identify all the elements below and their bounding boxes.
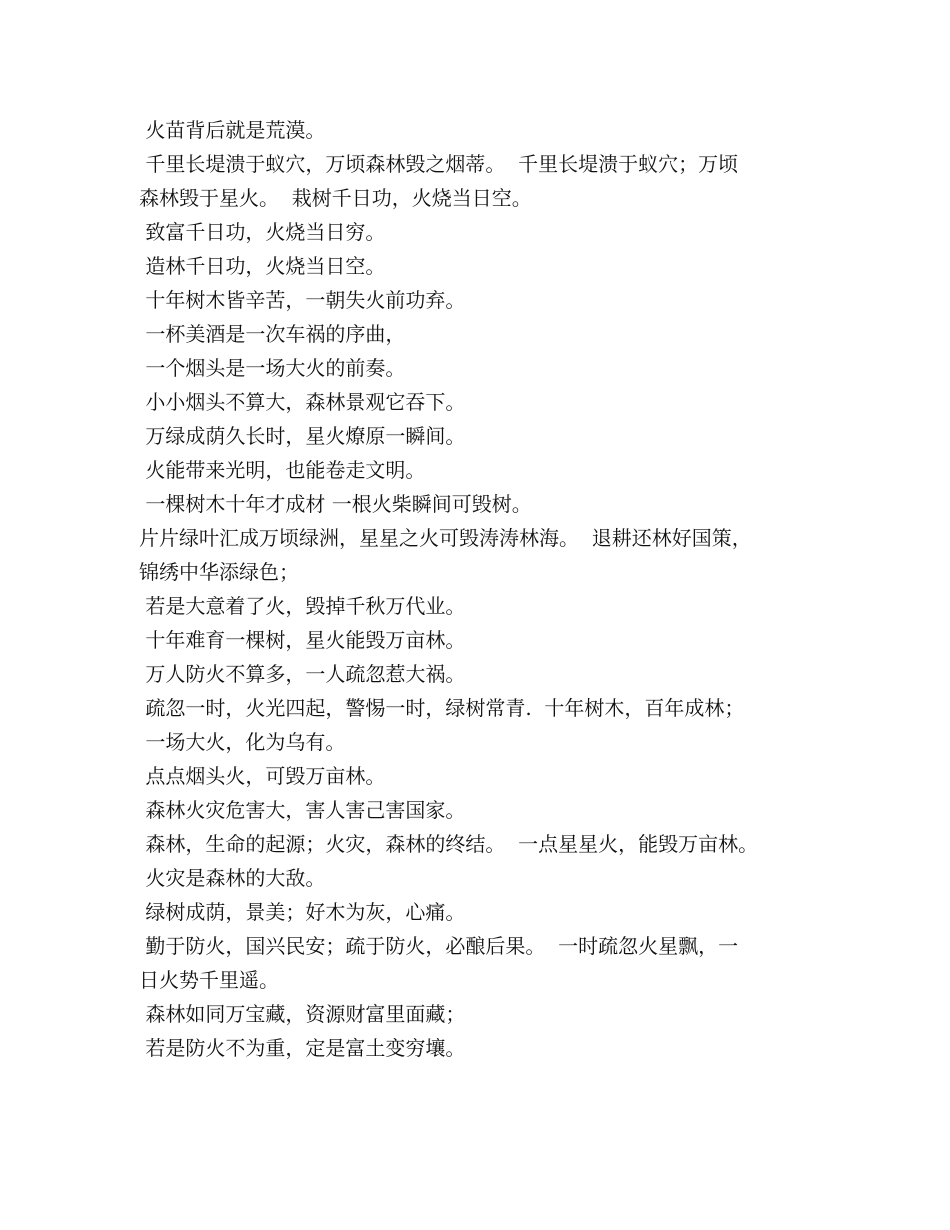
text-line: 火灾是森林的大敌。: [139, 866, 326, 890]
text-line: 万绿成荫久长时，星火燎原一瞬间。: [139, 424, 466, 448]
text-line: 锦绣中华添绿色；: [139, 560, 299, 584]
text-line: 十年树木皆辛苦，一朝失火前功弃。: [139, 288, 466, 312]
text-line: 日火势千里遥。: [139, 968, 279, 992]
text-line: 森林如同万宝藏，资源财富里面藏；: [139, 1002, 466, 1026]
document-body: [139, 113, 819, 1065]
text-line: 若是大意着了火，毁掉千秋万代业。: [139, 594, 466, 618]
text-line: 火苗背后就是荒漠。: [139, 118, 326, 142]
text-line: 一棵树木十年才成材 一根火柴瞬间可毁树。: [139, 492, 532, 516]
text-line: 致富千日功，火烧当日穷。: [139, 220, 386, 244]
text-line: 火能带来光明，也能卷走文明。: [139, 458, 426, 482]
text-line: 点点烟头火，可毁万亩林。: [139, 764, 386, 788]
text-line: 千里长堤溃于蚁穴，万顷森林毁之烟蒂。 千里长堤溃于蚁穴；万顷: [139, 152, 739, 176]
text-line: 一杯美酒是一次车祸的序曲，: [139, 322, 406, 346]
text-line: 勤于防火，国兴民安；疏于防火，必酿后果。 一时疏忽火星飘，一: [139, 934, 739, 958]
text-line: 万人防火不算多，一人疏忽惹大祸。: [139, 662, 466, 686]
text-line: 小小烟头不算大，森林景观它吞下。: [139, 390, 466, 414]
text-line: 森林毁于星火。 栽树千日功，火烧当日空。: [139, 186, 532, 210]
text-line: 疏忽一时，火光四起，警惕一时，绿树常青. 十年树木，百年成林；: [139, 696, 745, 720]
text-line: 森林，生命的起源；火灾，森林的终结。 一点星星火，能毁万亩林。: [139, 832, 759, 856]
text-line: 十年难育一棵树，星火能毁万亩林。: [139, 628, 466, 652]
text-line: 绿树成荫，景美；好木为灰，心痛。: [139, 900, 466, 924]
text-line: 森林火灾危害大，害人害己害国家。: [139, 798, 466, 822]
text-line: 一场大火，化为乌有。: [139, 730, 346, 754]
text-line: 片片绿叶汇成万顷绿洲，星星之火可毁涛涛林海。 退耕还林好国策，: [139, 526, 752, 550]
text-line: 一个烟头是一场大火的前奏。: [139, 356, 406, 380]
text-line: 若是防火不为重，定是富土变穷壤。: [139, 1036, 466, 1060]
text-line: 造林千日功，火烧当日空。: [139, 254, 386, 278]
